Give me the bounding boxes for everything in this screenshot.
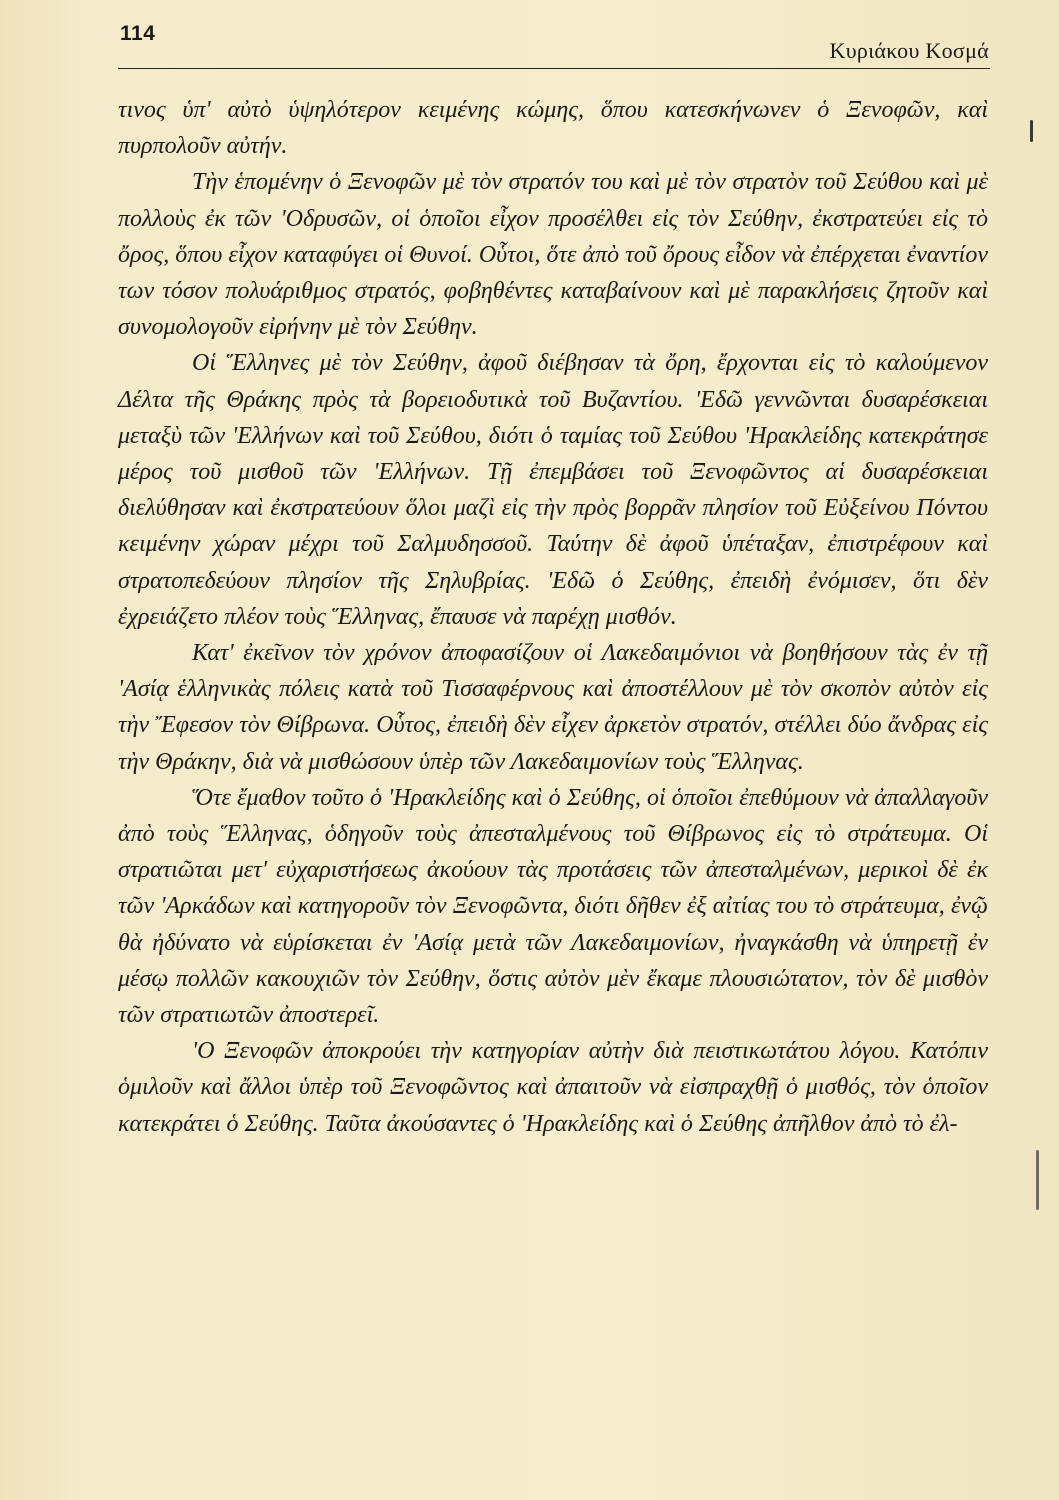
header-rule [118, 68, 990, 69]
paragraph-3: Οἱ Ἕλληνες μὲ τὸν Σεύθην, ἀφοῦ διέβησαν τὰ ὄρη, ἔρχονται εἰς τὸ καλούμενον Δέλτα τῆς Θράκης πρὸς τὰ βορειοδυτικὰ τοῦ Βυζαντίου. 'Εδῶ γεννῶνται δυσαρέσκειαι μεταξὺ τῶν 'Ελλήνων καὶ τοῦ Σεύθου, διότι ὁ ταμίας τοῦ Σεύθου 'Ηρακλείδης κατεκράτησε μέρος τοῦ μισθοῦ τῶν 'Ελλήνων. Τῇ ἐπεμβάσει τοῦ Ξενοφῶντος αἱ δυσαρέσκειαι διελύθησαν καὶ ἐκστρατεύουν ὅλοι μαζὶ εἰς τὴν πρὸς βορρᾶν πλησίον τοῦ Εὐξείνου Πόντου κειμένην χώραν μέχρι τοῦ Σαλμυδησσοῦ. Ταύτην δὲ ἀφοῦ ὑπέταξαν, ἐπιστρέφουν καὶ στρατοπεδεύουν πλησίον τῆς Σηλυβρίας. 'Εδῶ ὁ Σεύθης, ἐπειδὴ ἐνόμισεν, ὅτι δὲν ἐχρειάζετο πλέον τοὺς Ἕλληνας, ἔπαυσε νὰ παρέχῃ μισθόν. [118, 350, 988, 630]
paragraph-5: Ὅτε ἔμαθον τοῦτο ὁ 'Ηρακλείδης καὶ ὁ Σεύθης, οἱ ὁποῖοι ἐπεθύμουν νὰ ἀπαλλαγοῦν ἀπὸ τοὺς Ἕλληνας, ὁδηγοῦν τοὺς ἀπεσταλμένους τοῦ Θίβρωνος εἰς τὸ στράτευμα. Οἱ στρατιῶται μετ' εὐχαριστήσεως ἀκούουν τὰς προτάσεις τῶν ἀπεσταλμένων, μερικοὶ δὲ ἐκ τῶν 'Αρκάδων καὶ κατηγοροῦν τὸν Ξενοφῶντα, διότι δῆθεν ἐξ αἰτίας του τὸ στράτευμα, ἐνῷ θὰ ἠδύνατο νὰ εὑρίσκεται ἐν 'Ασίᾳ μετὰ τῶν Λακεδαιμονίων, ἠναγκάσθη νὰ ὑπηρετῇ ἐν μέσῳ πολλῶν κακουχιῶν τὸν Σεύθην, ὅστις αὐτὸν μὲν ἔκαμε πλουσιώτατον, τὸν δὲ μισθὸν τῶν στρατιωτῶν ἀποστερεῖ. [118, 784, 988, 1029]
paragraph-1: τινος ὑπ' αὐτὸ ὑψηλότερον κειμένης κώμης, ὅπου κατεσκήνωνεν ὁ Ξενοφῶν, καὶ πυρπολοῦν αὐτήν. [118, 97, 988, 160]
page-number: 114 [120, 22, 156, 45]
running-title: Κυριάκου Κοσμά [829, 38, 989, 63]
body-text [118, 92, 988, 1142]
paragraph-2: Τὴν ἑπομένην ὁ Ξενοφῶν μὲ τὸν στρατόν του καὶ μὲ τὸν στρατὸν τοῦ Σεύθου καὶ μὲ πολλοὺς ἐκ τῶν 'Οδρυσῶν, οἱ ὁποῖοι εἶχον προσέλθει εἰς τὸν Σεύθην, ἐκστρατεύει εἰς τὸ ὄρος, ὅπου εἶχον καταφύγει οἱ Θυνοί. Οὗτοι, ὅτε ἀπὸ τοῦ ὄρους εἶδον νὰ ἐπέρχεται ἐναντίον των τόσον πολυάριθμος στρατός, φοβηθέντες καταβαίνουν καὶ μὲ παρακλήσεις ζητοῦν καὶ συνομολογοῦν εἰρήνην μὲ τὸν Σεύθην. [118, 169, 988, 341]
paragraph-6: 'Ο Ξενοφῶν ἀποκρούει τὴν κατηγορίαν αὐτὴν διὰ πειστικωτάτου λόγου. Κατόπιν ὁμιλοῦν καὶ ἄλλοι ὑπὲρ τοῦ Ξενοφῶντος καὶ ἀπαιτοῦν νὰ εἰσπραχθῇ ὁ μισθός, τὸν ὁποῖον κατεκράτει ὁ Σεύθης. Ταῦτα ἀκούσαντες ὁ 'Ηρακλείδης καὶ ὁ Σεύθης ἀπῆλθον ἀπὸ τὸ ἐλ- [118, 1038, 988, 1137]
margin-mark [1036, 1150, 1039, 1210]
margin-mark [1030, 120, 1033, 142]
paragraph-4: Κατ' ἐκεῖνον τὸν χρόνον ἀποφασίζουν οἱ Λακεδαιμόνιοι νὰ βοηθήσουν τὰς ἐν τῇ 'Ασίᾳ ἑλληνικὰς πόλεις κατὰ τοῦ Τισσαφέρνους καὶ ἀποστέλλουν μὲ τὸν σκοπὸν αὐτὸν εἰς τὴν Ἔφεσον τὸν Θίβρωνα. Οὗτος, ἐπειδὴ δὲν εἶχεν ἀρκετὸν στρατόν, στέλλει δύο ἄνδρας εἰς τὴν Θράκην, διὰ νὰ μισθώσουν ὑπὲρ τῶν Λακεδαιμονίων τοὺς Ἕλληνας. [118, 640, 988, 775]
